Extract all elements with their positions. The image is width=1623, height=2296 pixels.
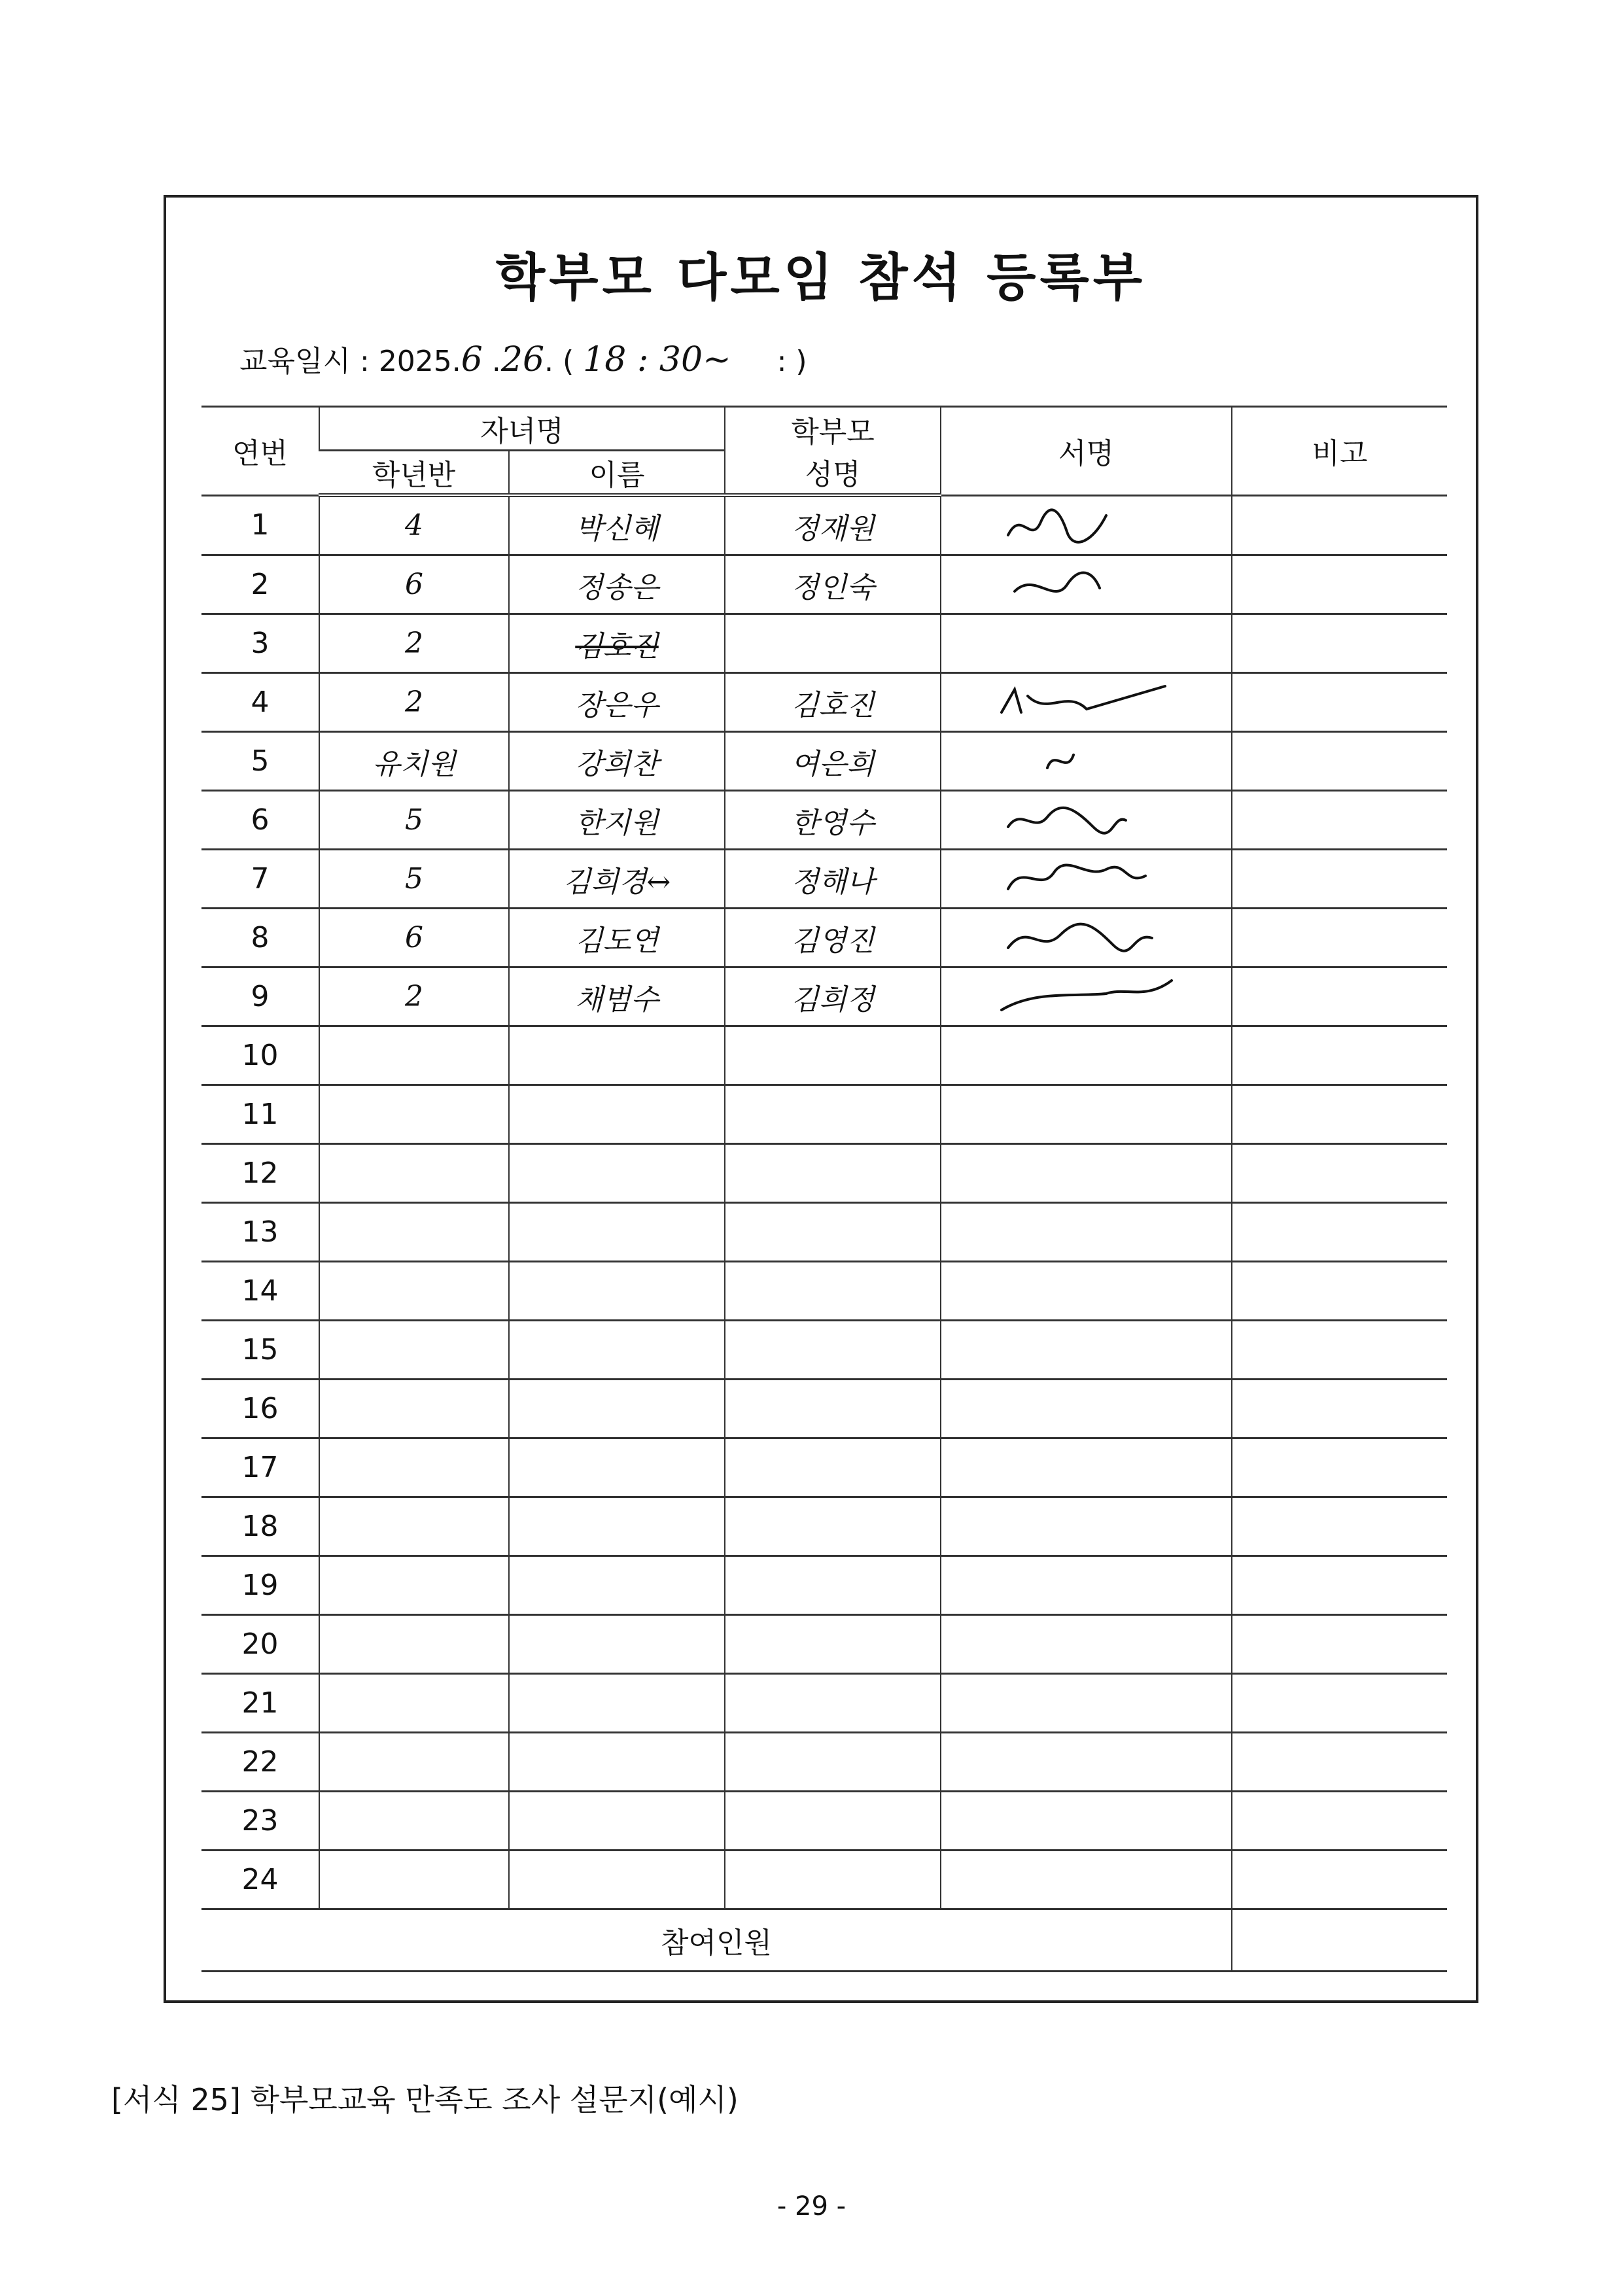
row-grade xyxy=(319,1438,509,1497)
row-signature xyxy=(941,614,1232,673)
row-number: 6 xyxy=(201,791,319,850)
row-child-name xyxy=(509,1144,725,1203)
row-signature xyxy=(941,791,1232,850)
table-row xyxy=(201,909,1447,967)
row-number: 15 xyxy=(201,1321,319,1380)
row-note xyxy=(1232,1851,1447,1909)
row-number: 10 xyxy=(201,1026,319,1085)
row-parent-name xyxy=(725,1438,941,1497)
row-signature xyxy=(941,1497,1232,1556)
row-note xyxy=(1232,1438,1447,1497)
row-signature xyxy=(941,1615,1232,1674)
row-child-name: 정송은 xyxy=(509,555,725,614)
row-grade xyxy=(319,1262,509,1321)
table-row xyxy=(201,791,1447,850)
row-note xyxy=(1232,495,1447,555)
row-number: 24 xyxy=(201,1851,319,1909)
row-signature xyxy=(941,1851,1232,1909)
row-parent-name: 한영수 xyxy=(725,791,941,850)
table-row xyxy=(201,1851,1447,1909)
table-row xyxy=(201,1438,1447,1497)
row-grade xyxy=(319,1203,509,1262)
row-number: 21 xyxy=(201,1674,319,1733)
row-number: 18 xyxy=(201,1497,319,1556)
table-row xyxy=(201,1026,1447,1085)
row-child-name: 김호진 xyxy=(509,614,725,673)
row-grade: 6 xyxy=(319,555,509,614)
row-grade: 4 xyxy=(319,495,509,555)
signature-scribble xyxy=(995,565,1178,604)
row-grade xyxy=(319,1380,509,1438)
table-row xyxy=(201,555,1447,614)
header-signature: 서명 xyxy=(941,407,1232,496)
row-parent-name: 김영진 xyxy=(725,909,941,967)
row-number: 5 xyxy=(201,732,319,791)
table-row xyxy=(201,495,1447,555)
row-note xyxy=(1232,850,1447,909)
row-parent-name xyxy=(725,1615,941,1674)
table-row xyxy=(201,1262,1447,1321)
time-end: : ) xyxy=(777,345,807,378)
row-note xyxy=(1232,1792,1447,1851)
signature-scribble xyxy=(995,918,1178,958)
row-grade xyxy=(319,1792,509,1851)
table-row xyxy=(201,1321,1447,1380)
row-signature xyxy=(941,1262,1232,1321)
table-row xyxy=(201,614,1447,673)
table-row xyxy=(201,1380,1447,1438)
table-row xyxy=(201,1144,1447,1203)
row-parent-name xyxy=(725,1851,941,1909)
row-parent-name xyxy=(725,1203,941,1262)
row-note xyxy=(1232,1203,1447,1262)
row-child-name xyxy=(509,1026,725,1085)
header-parent-name: 성명 xyxy=(725,451,941,496)
row-child-name xyxy=(509,1262,725,1321)
date-day: 26 xyxy=(500,340,545,379)
row-child-name: 김희경↔ xyxy=(509,850,725,909)
row-parent-name: 여은희 xyxy=(725,732,941,791)
row-child-name xyxy=(509,1792,725,1851)
table-row xyxy=(201,1792,1447,1851)
row-number: 19 xyxy=(201,1556,319,1615)
row-number: 12 xyxy=(201,1144,319,1203)
table-row xyxy=(201,1733,1447,1792)
row-grade xyxy=(319,1674,509,1733)
signature-scribble xyxy=(995,801,1178,840)
row-parent-name xyxy=(725,1380,941,1438)
row-parent-name xyxy=(725,1144,941,1203)
table-row xyxy=(201,850,1447,909)
header-grade: 학년반 xyxy=(319,451,509,496)
row-number: 8 xyxy=(201,909,319,967)
row-signature xyxy=(941,1380,1232,1438)
row-signature xyxy=(941,1203,1232,1262)
row-parent-name xyxy=(725,1085,941,1144)
row-number: 22 xyxy=(201,1733,319,1792)
row-number: 11 xyxy=(201,1085,319,1144)
row-child-name xyxy=(509,1380,725,1438)
row-parent-name xyxy=(725,1792,941,1851)
table-row xyxy=(201,1085,1447,1144)
row-grade: 2 xyxy=(319,967,509,1026)
attendance-form xyxy=(164,195,1478,2003)
signature-scribble xyxy=(995,742,1178,781)
table-row xyxy=(201,1497,1447,1556)
row-parent-name: 김희정 xyxy=(725,967,941,1026)
row-child-name xyxy=(509,1674,725,1733)
row-parent-name: 정해나 xyxy=(725,850,941,909)
row-signature xyxy=(941,1674,1232,1733)
row-number: 17 xyxy=(201,1438,319,1497)
row-parent-name: 김호진 xyxy=(725,673,941,732)
row-note xyxy=(1232,1321,1447,1380)
row-grade xyxy=(319,1733,509,1792)
row-grade xyxy=(319,1851,509,1909)
row-signature xyxy=(941,1556,1232,1615)
row-note xyxy=(1232,614,1447,673)
row-signature xyxy=(941,850,1232,909)
row-grade xyxy=(319,1497,509,1556)
row-note xyxy=(1232,673,1447,732)
row-grade xyxy=(319,1321,509,1380)
row-grade xyxy=(319,1615,509,1674)
row-grade: 5 xyxy=(319,850,509,909)
row-parent-name xyxy=(725,1026,941,1085)
row-number: 14 xyxy=(201,1262,319,1321)
row-number: 7 xyxy=(201,850,319,909)
date-line: 교육일시 : 2025.6 .26. ( 18 : 30~ : ) xyxy=(239,340,807,379)
date-label: 교육일시 : 2025. xyxy=(239,345,461,378)
row-number: 20 xyxy=(201,1615,319,1674)
signature-scribble xyxy=(995,683,1178,722)
row-note xyxy=(1232,1556,1447,1615)
row-signature xyxy=(941,1733,1232,1792)
time-start: 18 : 30~ xyxy=(583,340,731,379)
row-note xyxy=(1232,791,1447,850)
row-child-name: 김도연 xyxy=(509,909,725,967)
row-child-name: 박신혜 xyxy=(509,495,725,555)
table-row xyxy=(201,732,1447,791)
row-signature xyxy=(941,967,1232,1026)
row-grade xyxy=(319,1026,509,1085)
row-note xyxy=(1232,1733,1447,1792)
header-parent: 학부모 xyxy=(725,407,941,451)
table-row xyxy=(201,673,1447,732)
row-signature xyxy=(941,495,1232,555)
row-grade xyxy=(319,1085,509,1144)
table-row xyxy=(201,1556,1447,1615)
row-note xyxy=(1232,1380,1447,1438)
page-number: - 29 - xyxy=(777,2191,846,2221)
row-note xyxy=(1232,732,1447,791)
row-parent-name xyxy=(725,1733,941,1792)
table-row xyxy=(201,1615,1447,1674)
form-caption: [서식 25] 학부모교육 만족도 조사 설문지(예시) xyxy=(111,2082,739,2117)
row-number: 4 xyxy=(201,673,319,732)
row-parent-name: 정재원 xyxy=(725,495,941,555)
header-no: 연번 xyxy=(201,407,319,496)
row-note xyxy=(1232,1674,1447,1733)
header-note: 비고 xyxy=(1232,407,1447,496)
row-grade: 5 xyxy=(319,791,509,850)
row-number: 23 xyxy=(201,1792,319,1851)
date-month: 6 xyxy=(461,340,483,379)
row-signature xyxy=(941,1438,1232,1497)
row-signature xyxy=(941,1026,1232,1085)
row-child-name xyxy=(509,1085,725,1144)
row-note xyxy=(1232,967,1447,1026)
row-parent-name xyxy=(725,1674,941,1733)
row-note xyxy=(1232,1497,1447,1556)
row-number: 16 xyxy=(201,1380,319,1438)
form-title: 학부모 다모임 참석 등록부 xyxy=(495,249,1147,307)
row-parent-name xyxy=(725,1497,941,1556)
row-number: 13 xyxy=(201,1203,319,1262)
row-signature xyxy=(941,555,1232,614)
row-child-name: 장은우 xyxy=(509,673,725,732)
row-grade xyxy=(319,1144,509,1203)
row-note xyxy=(1232,909,1447,967)
row-number: 9 xyxy=(201,967,319,1026)
row-number: 2 xyxy=(201,555,319,614)
row-child-name xyxy=(509,1556,725,1615)
row-child-name xyxy=(509,1321,725,1380)
row-parent-name xyxy=(725,1321,941,1380)
total-label: 참여인원 xyxy=(201,1909,1232,1972)
header-name: 이름 xyxy=(509,451,725,496)
row-child-name: 강희찬 xyxy=(509,732,725,791)
row-child-name xyxy=(509,1615,725,1674)
row-note xyxy=(1232,1615,1447,1674)
row-grade: 유치원 xyxy=(319,732,509,791)
signature-scribble xyxy=(995,860,1178,899)
row-number: 3 xyxy=(201,614,319,673)
row-signature xyxy=(941,673,1232,732)
row-grade xyxy=(319,1556,509,1615)
row-child-name xyxy=(509,1851,725,1909)
signature-scribble xyxy=(995,506,1178,545)
attendance-table xyxy=(201,406,1447,1972)
row-parent-name xyxy=(725,614,941,673)
row-signature xyxy=(941,1792,1232,1851)
row-child-name xyxy=(509,1438,725,1497)
table-row xyxy=(201,967,1447,1026)
row-note xyxy=(1232,1262,1447,1321)
row-parent-name: 정인숙 xyxy=(725,555,941,614)
table-row xyxy=(201,1674,1447,1733)
total-value xyxy=(1232,1909,1447,1972)
row-child-name: 채범수 xyxy=(509,967,725,1026)
row-signature xyxy=(941,909,1232,967)
row-grade: 2 xyxy=(319,673,509,732)
row-note xyxy=(1232,1085,1447,1144)
row-signature xyxy=(941,1144,1232,1203)
row-grade: 6 xyxy=(319,909,509,967)
row-signature xyxy=(941,1085,1232,1144)
row-child-name xyxy=(509,1733,725,1792)
row-note xyxy=(1232,555,1447,614)
row-grade: 2 xyxy=(319,614,509,673)
signature-scribble xyxy=(995,977,1178,1017)
header-child: 자녀명 xyxy=(319,407,725,451)
row-signature xyxy=(941,1321,1232,1380)
row-signature xyxy=(941,732,1232,791)
row-child-name: 한지원 xyxy=(509,791,725,850)
row-parent-name xyxy=(725,1556,941,1615)
row-parent-name xyxy=(725,1262,941,1321)
row-child-name xyxy=(509,1203,725,1262)
row-note xyxy=(1232,1144,1447,1203)
row-child-name xyxy=(509,1497,725,1556)
table-row xyxy=(201,1203,1447,1262)
row-note xyxy=(1232,1026,1447,1085)
row-number: 1 xyxy=(201,495,319,555)
